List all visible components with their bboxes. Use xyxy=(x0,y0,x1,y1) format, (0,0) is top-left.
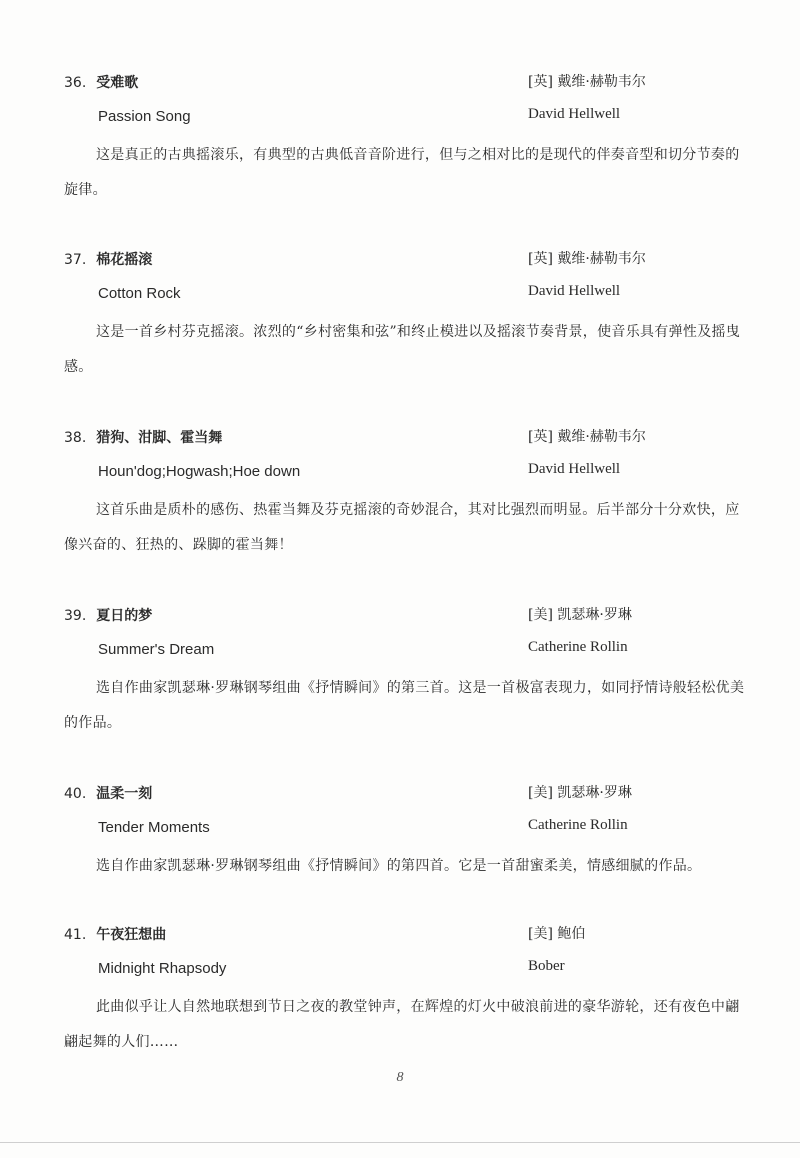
page-number: 8 xyxy=(396,1070,404,1085)
entry-heading xyxy=(64,72,138,92)
entry-title-cn: 棉花摇滚 xyxy=(96,252,153,268)
entry-title-en: Houn'dog;Hogwash;Hoe down xyxy=(98,463,301,480)
entry-title-en: Midnight Rhapsody xyxy=(98,960,227,977)
entry-title-en: Cotton Rock xyxy=(98,285,181,302)
entry-description: 选自作曲家凯瑟琳·罗琳钢琴组曲《抒情瞬间》的第三首。这是一首极富表现力，如同抒情诗般轻松优美的作品。 xyxy=(64,680,745,731)
composer-name-en: David Hellwell xyxy=(528,461,621,477)
entry-heading xyxy=(64,605,152,625)
entry-heading xyxy=(64,427,222,447)
entry-title-cn: 午夜狂想曲 xyxy=(96,927,167,943)
entry-title-en: Summer's Dream xyxy=(98,641,215,658)
entry-number: 41. xyxy=(64,927,87,943)
entry-title-cn: 受难歌 xyxy=(96,75,139,91)
entry-title-cn: 温柔一刻 xyxy=(96,786,153,802)
entry-heading xyxy=(64,249,152,269)
entry-description: 这是真正的古典摇滚乐，有典型的古典低音音阶进行，但与之相对比的是现代的伴奏音型和切分节奏的旋律。 xyxy=(64,147,740,198)
entry-number: 37. xyxy=(64,252,87,268)
entry-heading xyxy=(64,783,152,803)
composer-name-en: David Hellwell xyxy=(528,106,621,122)
entry-description: 此曲似乎让人自然地联想到节日之夜的教堂钟声，在辉煌的灯火中破浪前进的豪华游轮，还有夜色中翩翩起舞的人们…… xyxy=(64,999,740,1050)
entry-title-en: Passion Song xyxy=(98,108,191,125)
entry-title-en: Tender Moments xyxy=(98,819,210,836)
composer-name-cn: [美] 鲍伯 xyxy=(528,926,586,942)
composer-name-cn: [英] 戴维·赫勒韦尔 xyxy=(528,251,646,267)
entry-number: 39. xyxy=(64,608,87,624)
composer-name-en: Bober xyxy=(528,958,565,974)
composer-name-en: Catherine Rollin xyxy=(528,817,628,833)
entry-number: 36. xyxy=(64,75,87,91)
composer-name-cn: [美] 凯瑟琳·罗琳 xyxy=(528,607,632,623)
entry-description: 这首乐曲是质朴的感伤、热霍当舞及芬克摇滚的奇妙混合，其对比强烈而明显。后半部分十分欢快，应像兴奋的、狂热的、跺脚的霍当舞！ xyxy=(64,502,740,553)
entry-title-cn: 猎狗、泔脚、霍当舞 xyxy=(96,430,223,446)
entry-description: 选自作曲家凯瑟琳·罗琳钢琴组曲《抒情瞬间》的第四首。它是一首甜蜜柔美，情感细腻的作品。 xyxy=(96,858,702,874)
composer-name-en: Catherine Rollin xyxy=(528,639,628,655)
composer-name-cn: [英] 戴维·赫勒韦尔 xyxy=(528,429,646,445)
composer-name-en: David Hellwell xyxy=(528,283,621,299)
entry-heading xyxy=(64,924,166,944)
composer-name-cn: [美] 凯瑟琳·罗琳 xyxy=(528,785,632,801)
composer-name-cn: [英] 戴维·赫勒韦尔 xyxy=(528,74,646,90)
entry-title-cn: 夏日的梦 xyxy=(96,608,153,624)
entry-description: 这是一首乡村芬克摇滚。浓烈的“乡村密集和弦”和终止模进以及摇滚节奏背景，使音乐具有弹性及摇曳感。 xyxy=(64,324,741,375)
entry-number: 40. xyxy=(64,786,87,802)
entry-number: 38. xyxy=(64,430,87,446)
bottom-divider xyxy=(0,1142,800,1143)
